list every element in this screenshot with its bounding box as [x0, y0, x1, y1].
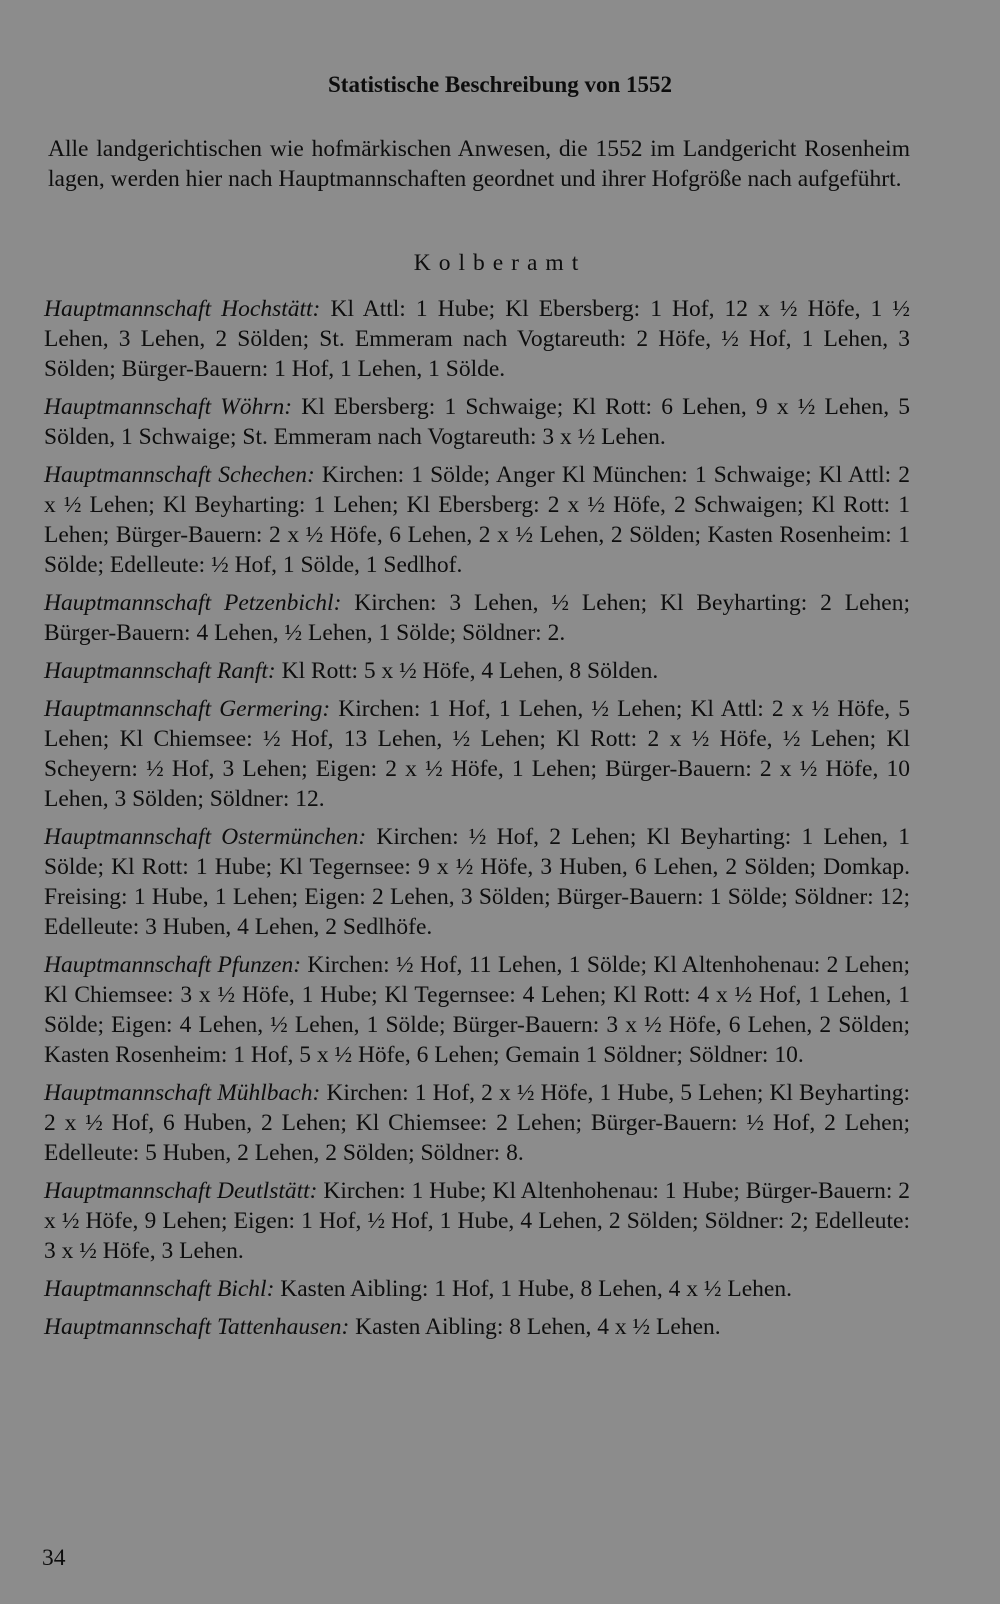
entry-name: Hauptmannschaft Ostermünchen: [44, 824, 367, 850]
entry-name: Hauptmannschaft Petzenbichl: [44, 590, 342, 616]
entry-text: Kirchen: 1 Hof, 1 Lehen, ½ Lehen; Kl Attl: 2 x ½ Höfe, 5 Lehen; Kl Chiemsee: ½ Hof, 13 Lehen, ½ Lehen; Kl Rott: 2 x ½ Höfe, ½ Lehen; Kl Scheyern: ½ Hof, 3 Lehen; Eigen: 2 x ½ Höfe, 1 Lehen; Bürger-Bauern: 2 x ½ Höfe, 10 Lehen, 3 Sölden; Söldner: 12. [44, 696, 910, 812]
entry-pfunzen [44, 950, 910, 1070]
entry-text: Kl Rott: 5 x ½ Höfe, 4 Lehen, 8 Sölden. [281, 658, 659, 684]
entry-name: Hauptmannschaft Wöhrn: [44, 394, 293, 420]
entry-text: Kirchen: 1 Hube; Kl Altenhohenau: 1 Hube; Bürger-Bauern: 2 x ½ Höfe, 9 Lehen; Eigen: 1 Hof, ½ Hof, 1 Hube, 4 Lehen, 2 Sölden; Söldner: 2; Edelleute: 3 x ½ Höfe, 3 Lehen. [44, 1178, 910, 1264]
entry-name: Hauptmannschaft Bichl: [44, 1276, 275, 1302]
entry-text: Kasten Aibling: 8 Lehen, 4 x ½ Lehen. [355, 1314, 721, 1340]
entry-name: Hauptmannschaft Tattenhausen: [44, 1314, 350, 1340]
entry-name: Hauptmannschaft Schechen: [44, 462, 315, 488]
entry-name: Hauptmannschaft Hochstätt: [44, 296, 321, 322]
page-number: 34 [42, 1545, 66, 1571]
entry-ranft [44, 656, 910, 686]
entry-text: Kl Ebersberg: 1 Schwaige; Kl Rott: 6 Lehen, 9 x ½ Lehen, 5 Sölden, 1 Schwaige; St. Emmeram nach Vogtareuth: 3 x ½ Lehen. [44, 394, 911, 450]
entry-name: Hauptmannschaft Ranft: [44, 658, 276, 684]
entry-petzenbichl [44, 588, 910, 648]
entry-name: Hauptmannschaft Deutlstätt: [44, 1178, 318, 1204]
entry-woehrn [44, 392, 910, 452]
entry-name: Hauptmannschaft Germering: [44, 696, 331, 722]
section-heading: Kolberamt [413, 250, 587, 276]
entry-list [44, 294, 910, 1350]
entry-deutlstaett [44, 1176, 910, 1266]
entry-name: Hauptmannschaft Pfunzen: [44, 952, 302, 978]
entry-hochstaett [44, 294, 910, 384]
entry-text: Kirchen: 1 Hof, 2 x ½ Höfe, 1 Hube, 5 Lehen; Kl Beyharting: 2 x ½ Hof, 6 Huben, 2 Lehen; Kl Chiemsee: 2 Lehen; Bürger-Bauern: ½ Hof, 2 Lehen; Edelleute: 5 Huben, 2 Lehen, 2 Sölden; Söldner: 8. [44, 1080, 911, 1166]
entry-muehlbach [44, 1078, 910, 1168]
intro-paragraph: Alle landgerichtischen wie hofmärkischen Anwesen, die 1552 im Landgericht Rosenheim lagen, werden hier nach Hauptmannschaften geordnet und ihrer Hofgröße nach aufgeführt. [48, 136, 910, 192]
entry-schechen [44, 460, 910, 580]
page-title: Statistische Beschreibung von 1552 [328, 72, 672, 97]
entry-text: Kirchen: ½ Hof, 11 Lehen, 1 Sölde; Kl Altenhohenau: 2 Lehen; Kl Chiemsee: 3 x ½ Höfe, 1 Hube; Kl Tegernsee: 4 Lehen; Kl Rott: 4 x ½ Hof, 1 Lehen, 1 Sölde; Eigen: 4 Lehen, ½ Lehen, 1 Sölde; Bürger-Bauern: 3 x ½ Höfe, 6 Lehen, 2 Sölden; Kasten Rosenheim: 1 Hof, 5 x ½ Höfe, 6 Lehen; Gemain 1 Söldner; Söldner: 10. [44, 952, 911, 1068]
entry-tattenhausen [44, 1312, 910, 1342]
entry-text: Kirchen: ½ Hof, 2 Lehen; Kl Beyharting: 1 Lehen, 1 Sölde; Kl Rott: 1 Hube; Kl Tegernsee: 9 x ½ Höfe, 3 Huben, 6 Lehen, 2 Sölden; Domkap. Freising: 1 Hube, 1 Lehen; Eigen: 2 Lehen, 3 Sölden; Bürger-Bauern: 1 Sölde; Söldner: 12; Edelleute: 3 Huben, 4 Lehen, 2 Sedlhöfe. [44, 824, 911, 940]
entry-ostermuenchen [44, 822, 910, 942]
entry-name: Hauptmannschaft Mühlbach: [44, 1080, 321, 1106]
entry-germering [44, 694, 910, 814]
entry-bichl [44, 1274, 910, 1304]
entry-text: Kirchen: 3 Lehen, ½ Lehen; Kl Beyharting: 2 Lehen; Bürger-Bauern: 4 Lehen, ½ Lehen, 1 Sölde; Söldner: 2. [44, 590, 910, 646]
entry-text: Kasten Aibling: 1 Hof, 1 Hube, 8 Lehen, 4 x ½ Lehen. [280, 1276, 792, 1302]
entry-text: Kl Attl: 1 Hube; Kl Ebersberg: 1 Hof, 12 x ½ Höfe, 1 ½ Lehen, 3 Lehen, 2 Sölden; St. Emmeram nach Vogtareuth: 2 Höfe, ½ Hof, 1 Lehen, 3 Sölden; Bürger-Bauern: 1 Hof, 1 Lehen, 1 Sölde. [44, 296, 910, 382]
entry-text: Kirchen: 1 Sölde; Anger Kl München: 1 Schwaige; Kl Attl: 2 x ½ Lehen; Kl Beyharting: 1 Lehen; Kl Ebersberg: 2 x ½ Höfe, 2 Schwaigen; Kl Rott: 1 Lehen; Bürger-Bauern: 2 x ½ Höfe, 6 Lehen, 2 x ½ Lehen, 2 Sölden; Kasten Rosenheim: 1 Sölde; Edelleute: ½ Hof, 1 Sölde, 1 Sedlhof. [44, 462, 911, 578]
